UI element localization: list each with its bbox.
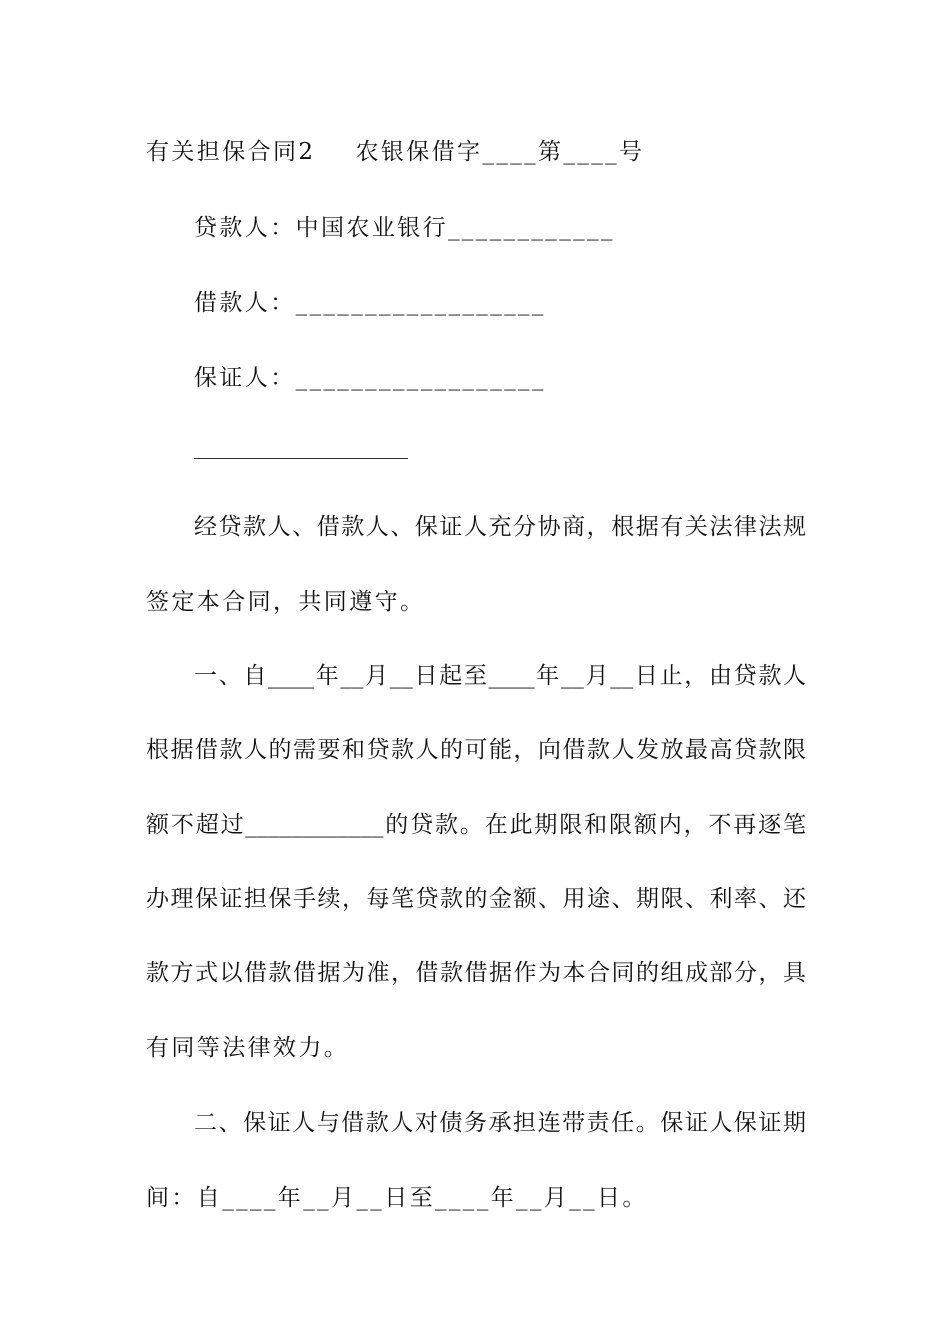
clause-1-line-6: 有同等法律效力。 bbox=[146, 1035, 350, 1061]
clause-1-line-5: 款方式以借款借据为准，借款借据作为本合同的组成部分，具 bbox=[146, 960, 806, 986]
clause-1-line-1: 一、自____年__月__日起至____年__月__日止，由贷款人 bbox=[194, 663, 806, 689]
document-number-label: 农银保借字____第____号 bbox=[355, 139, 645, 165]
guarantor-line: 保证人：__________________ bbox=[194, 365, 546, 391]
paragraph-1-line-1: 经贷款人、借款人、保证人充分协商，根据有关法律法规 bbox=[194, 514, 806, 540]
clause-1-line-2: 根据借款人的需要和贷款人的可能，向借款人发放最高贷款限 bbox=[146, 737, 806, 763]
clause-1-line-3: 额不超过____________的贷款。在此期限和限额内，不再逐笔 bbox=[146, 812, 806, 838]
clause-2-line-2: 间：自____年__月__日至____年__月__日。 bbox=[146, 1185, 648, 1211]
paragraph-1-line-2: 签定本合同，共同遵守。 bbox=[146, 589, 426, 615]
clause-2-line-1: 二、保证人与借款人对债务承担连带责任。保证人保证期 bbox=[194, 1110, 806, 1136]
document-title-line bbox=[146, 132, 806, 172]
clause-1-line-4: 办理保证担保手续，每笔贷款的金额、用途、期限、利率、还 bbox=[146, 886, 806, 912]
lender-line: 贷款人：中国农业银行____________ bbox=[194, 215, 615, 241]
standalone-blank-line bbox=[194, 458, 408, 459]
document-title: 有关担保合同2 bbox=[146, 139, 316, 165]
borrower-line: 借款人：__________________ bbox=[194, 290, 546, 316]
